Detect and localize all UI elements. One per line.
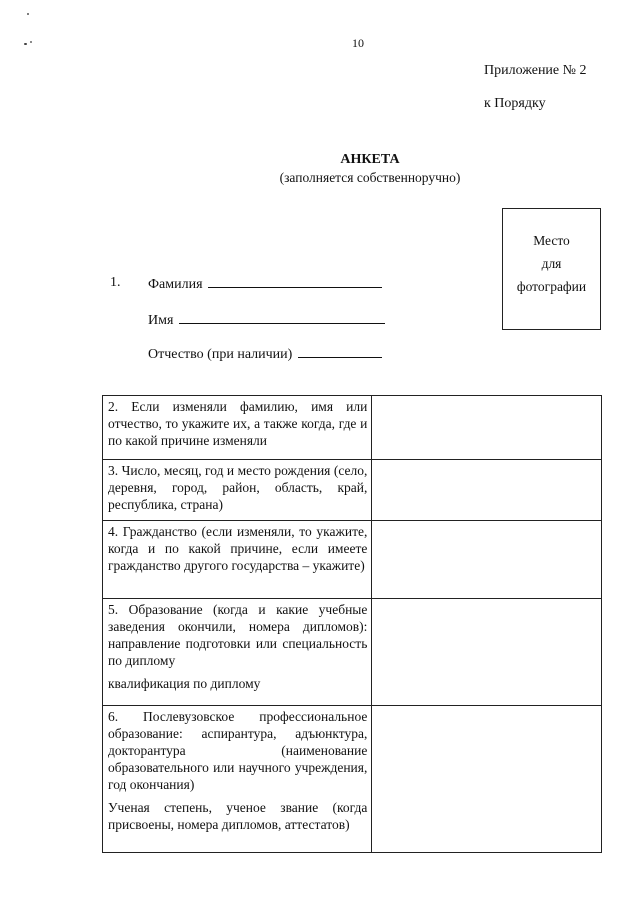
question-text: 6. Послевузовское профессиональное образование: аспирантура, адъюнктура, докторантура (наименование образовательного или научного учреждения, год окончания) — [108, 709, 368, 792]
photo-box-line: фотографии — [516, 279, 587, 294]
question-cell — [103, 521, 372, 599]
answer-cell[interactable] — [372, 599, 602, 706]
page-number: 10 — [352, 36, 364, 50]
patronymic-input-line[interactable] — [298, 345, 382, 358]
scan-speck — [24, 43, 27, 45]
table-row — [103, 706, 602, 853]
surname-label: Фамилия — [148, 277, 203, 292]
name-label: Имя — [148, 313, 174, 328]
table-row — [103, 521, 602, 599]
question-cell — [103, 599, 372, 706]
questionnaire-table — [102, 395, 602, 853]
annex-reference: к Порядку — [484, 96, 546, 111]
question-cell — [103, 706, 372, 853]
table-row — [103, 460, 602, 521]
surname-input-line[interactable] — [208, 275, 382, 288]
name-input-line[interactable] — [179, 311, 385, 324]
form-subtitle: (заполняется собственноручно) — [279, 170, 461, 185]
answer-cell[interactable] — [372, 396, 602, 460]
scan-speck — [27, 13, 29, 15]
question-text: 3. Число, месяц, год и место рождения (село, деревня, город, район, область, край, республика, страна) — [108, 463, 368, 512]
photo-box-line: для — [541, 256, 562, 271]
answer-cell[interactable] — [372, 521, 602, 599]
annex-title: Приложение № 2 — [484, 63, 587, 78]
answer-cell[interactable] — [372, 706, 602, 853]
question-text: 4. Гражданство (если изменяли, то укажите, когда и по какой причине, если имеете гражданство другого государства – укажите) — [108, 524, 368, 573]
table-row — [103, 396, 602, 460]
table-row — [103, 599, 602, 706]
question-cell — [103, 396, 372, 460]
photo-box-line: Место — [533, 233, 570, 248]
section-number: 1. — [110, 275, 121, 290]
photo-placeholder-box — [502, 208, 601, 330]
patronymic-field[interactable] — [148, 345, 382, 363]
question-cell — [103, 460, 372, 521]
answer-cell[interactable] — [372, 460, 602, 521]
question-extra-text: Ученая степень, ученое звание (когда присвоены, номера дипломов, аттестатов) — [108, 800, 368, 832]
question-text: 2. Если изменяли фамилию, имя или отчество, то укажите их, а также когда, где и по какой причине изменяли — [108, 399, 368, 448]
surname-field[interactable] — [148, 275, 382, 293]
name-field[interactable] — [148, 311, 385, 329]
scan-speck — [30, 41, 32, 43]
question-text: 5. Образование (когда и какие учебные заведения окончили, номера дипломов): направление подготовки или специальность по диплому — [108, 602, 368, 668]
patronymic-label: Отчество (при наличии) — [148, 347, 293, 362]
question-extra-text: квалификация по диплому — [108, 676, 261, 691]
form-title: АНКЕТА — [340, 152, 400, 167]
